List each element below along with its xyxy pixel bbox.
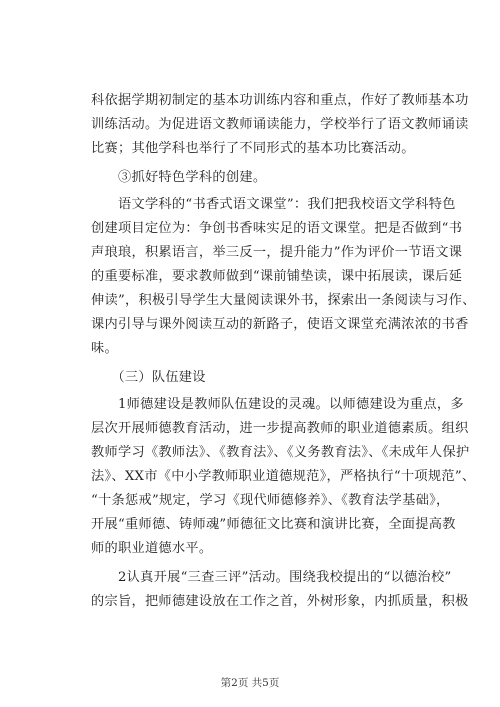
text-line: 层次开展师德教育活动，进一步提高教师的职业道德素质。组织 bbox=[91, 421, 469, 436]
text-line: 的重要标准，要求教师做到“课前铺垫读，课中拓展读，课后延 bbox=[91, 269, 463, 284]
text-line: 味。 bbox=[91, 341, 118, 356]
text-line: 训练活动。为促进语文教师诵读能力，学校举行了语文教师诵读 bbox=[91, 117, 469, 132]
text-line: 教师学习《教师法》、《教育法》、《义务教育法》、《未成年人保护 bbox=[91, 445, 470, 460]
text-line: 比赛；其他学科也举行了不同形式的基本功比赛活动。 bbox=[91, 141, 415, 156]
text-line: 师的职业道德水平。 bbox=[91, 541, 213, 556]
text-line: 的宗旨，把师德建设放在工作之首，外树形象，内抓质量，积极 bbox=[91, 594, 469, 609]
text-line: 1师德建设是教师队伍建设的灵魂。以师德建设为重点，多 bbox=[91, 397, 464, 412]
text-line: 2认真开展“三查三评”活动。围绕我校提出的“以德治校” bbox=[91, 570, 452, 585]
text-line: 声琅琅，积累语言，举三反一，提升能力”作为评价一节语文课 bbox=[91, 245, 463, 260]
text-line: 开展“重师德、铸师魂”师德征文比赛和演讲比赛，全面提高教 bbox=[91, 517, 456, 532]
text-line: （三）队伍建设 bbox=[91, 370, 206, 385]
text-line: ③抓好特色学科的创建。 bbox=[91, 170, 267, 185]
text-line: “十条惩戒”规定，学习《现代师德修养》、《教育法学基础》， bbox=[91, 493, 450, 508]
text-line: 伸读”，积极引导学生大量阅读课外书，探索出一条阅读与习作、 bbox=[91, 293, 476, 308]
text-line: 法》、XX市《中小学教师职业道德规范》，严格执行“十项规范”、 bbox=[91, 469, 476, 484]
text-line: 科依据学期初制定的基本功训练内容和重点，作好了教师基本功 bbox=[91, 93, 469, 108]
text-line: 创建项目定位为：争创书香味实足的语文课堂。把是否做到“书 bbox=[91, 221, 463, 236]
text-line: 课内引导与课外阅读互动的新路子，使语文课堂充满浓浓的书香 bbox=[91, 317, 469, 332]
page-footer: 第2页 共5页 bbox=[220, 677, 280, 689]
text-line: 语文学科的“书香式语文课堂”：我们把我校语文学科特色 bbox=[91, 197, 456, 212]
